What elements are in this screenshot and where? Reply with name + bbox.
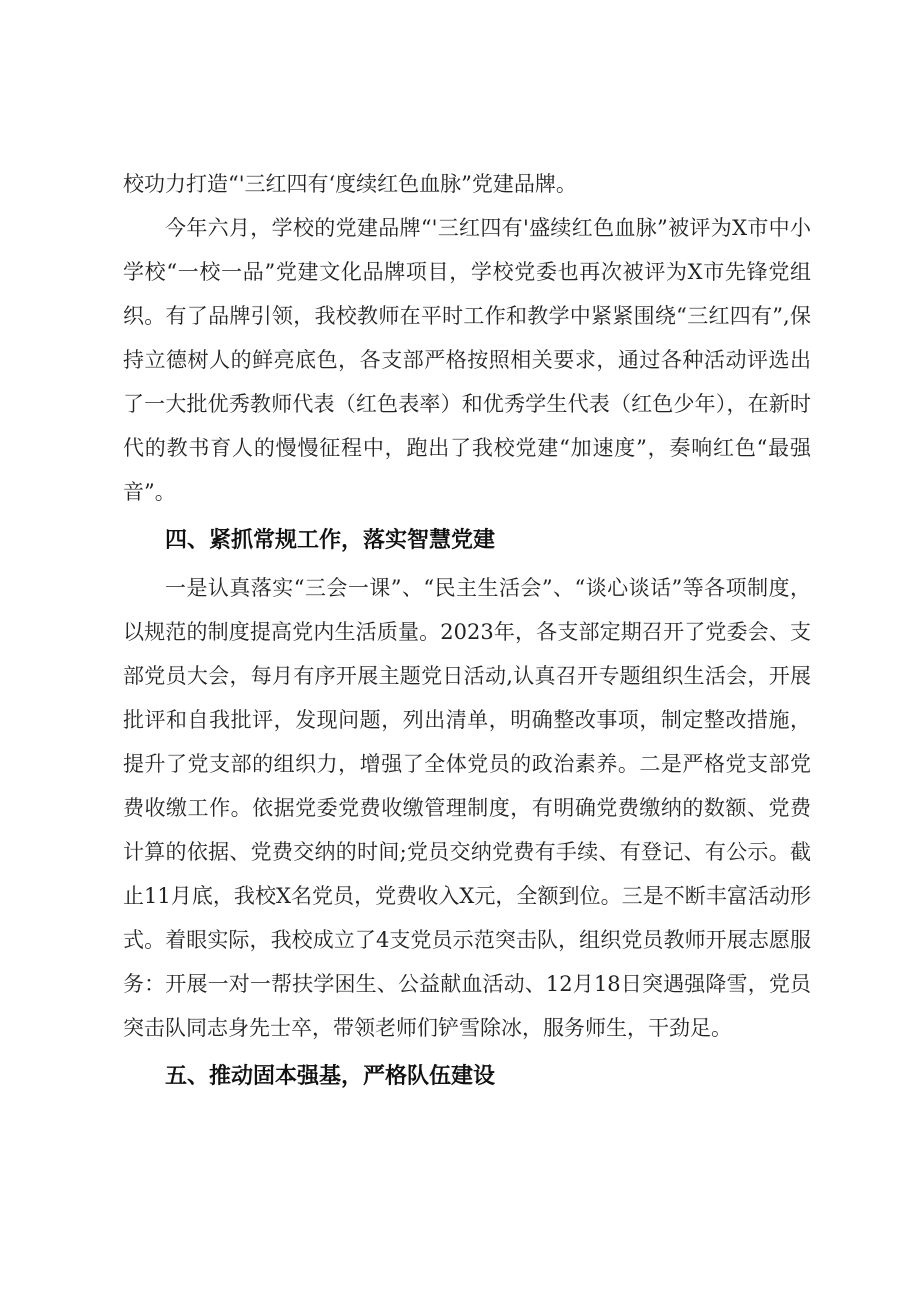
- paragraph-brand-continuation: 校功力打造“'三红四有‘度续红色血脉”党建品牌。: [123, 172, 577, 196]
- section-heading-four: 四、紧抓常规工作，落实智慧党建: [165, 528, 496, 553]
- paragraph-brand-award: 今年六月，学校的党建品牌“'三红四有'盛续红色血脉”被评为X市中小学校“一校一品”党建文化品牌项目，学校党委也再次被评为X市先锋党组织。有了品牌引领，我校教师在平时工作和教学中紧紧围绕“三红四有”,保持立德树人的鲜亮底色，各支部严格按照相关要求，通过各种活动评选出了一大批优秀教师代表（红色表率）和优秀学生代表（红色少年），在新时代的教书育人的慢慢征程中，跑出了我校党建“加速度”，奏响红色“最强音”。: [123, 216, 811, 504]
- document-body: [123, 162, 811, 1100]
- paragraph-routine-work: 一是认真落实“三会一课”、“民主生活会”、“谈心谈话”等各项制度，以规范的制度提高党内生活质量。2023年，各支部定期召开了党委会、支部党员大会，每月有序开展主题党日活动,认真召开专题组织生活会，开展批评和自我批评，发现问题，列出清单，明确整改事项，制定整改措施，提升了党支部的组织力，增强了全体党员的政治素养。二是严格党支部党费收缴工作。依据党委党费收缴管理制度，有明确党费缴纳的数额、党费计算的依据、党费交纳的时间;党员交纳党费有手续、有登记、有公示。截止11月底，我校X名党员，党费收入X元，全额到位。三是不断丰富活动形式。着眼实际，我校成立了4支党员示范突击队，组织党员教师开展志愿服务：开展一对一帮扶学困生、公益献血活动、12月18日突遇强降雪，党员突击队同志身先士卒，带领老师们铲雪除冰，服务师生，干劲足。: [123, 576, 811, 1040]
- section-heading-five: 五、推动固本强基，严格队伍建设: [165, 1064, 496, 1089]
